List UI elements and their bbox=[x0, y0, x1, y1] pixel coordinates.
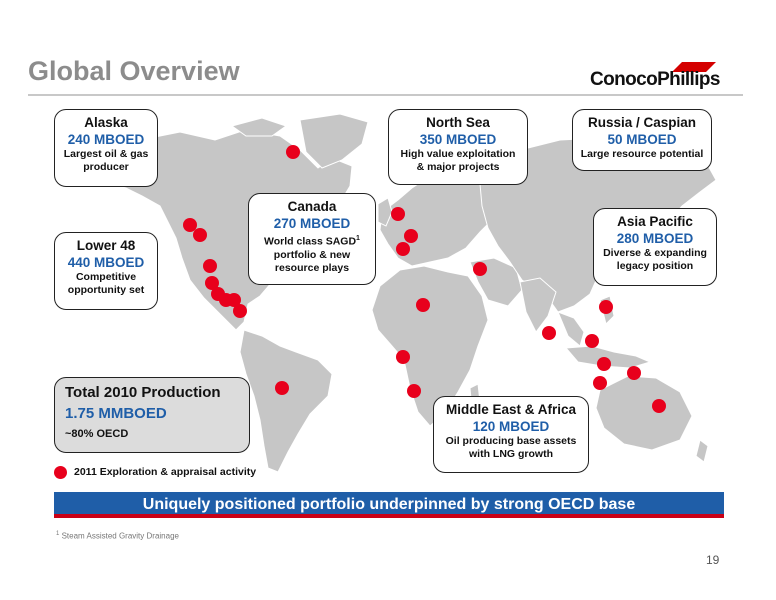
activity-marker bbox=[396, 242, 410, 256]
callout-alaska bbox=[54, 109, 158, 187]
total-value: 1.75 MMBOED bbox=[65, 405, 167, 422]
activity-marker bbox=[391, 207, 405, 221]
callout-desc: producer bbox=[83, 161, 129, 173]
callout-desc: Diverse & expanding bbox=[603, 247, 707, 259]
callout-desc: Largest oil & gas bbox=[63, 148, 149, 160]
activity-marker bbox=[286, 145, 300, 159]
footnote-marker: 1 bbox=[356, 235, 360, 242]
activity-marker bbox=[585, 334, 599, 348]
callout-russia-caspian bbox=[572, 109, 712, 171]
callout-value: 50 MBOED bbox=[607, 132, 677, 147]
callout-value: 120 MBOED bbox=[472, 419, 550, 434]
callout-desc: opportunity set bbox=[67, 284, 145, 296]
callout-middle-east-africa bbox=[433, 396, 589, 473]
legend-marker-icon bbox=[54, 466, 67, 479]
callout-desc: with LNG growth bbox=[469, 448, 553, 460]
activity-marker bbox=[597, 357, 611, 371]
total-production-box bbox=[54, 377, 250, 453]
total-desc: ~80% OECD bbox=[65, 428, 129, 440]
activity-marker bbox=[473, 262, 487, 276]
callout-desc: legacy position bbox=[616, 260, 694, 272]
callout-north-sea bbox=[388, 109, 528, 185]
callout-desc bbox=[255, 232, 369, 249]
activity-marker bbox=[233, 304, 247, 318]
callout-desc: Oil producing base assets bbox=[445, 435, 577, 447]
callout-value: 350 MBOED bbox=[419, 132, 497, 147]
callout-desc: High value exploitation bbox=[400, 148, 516, 160]
activity-marker bbox=[652, 399, 666, 413]
callout-title: Middle East & Africa bbox=[445, 402, 577, 417]
callout-title: Russia / Caspian bbox=[587, 115, 697, 130]
callout-desc-text: World class SAGD bbox=[264, 235, 357, 248]
activity-marker bbox=[183, 218, 197, 232]
page-title: Global Overview bbox=[28, 56, 240, 86]
callout-asia-pacific bbox=[593, 208, 717, 286]
legend-label: 2011 Exploration & appraisal activity bbox=[74, 466, 257, 478]
footnote-number: 1 bbox=[56, 531, 60, 537]
callout-value: 280 MBOED bbox=[616, 231, 694, 246]
callout-title: Lower 48 bbox=[76, 238, 136, 253]
activity-marker bbox=[407, 384, 421, 398]
activity-marker bbox=[404, 229, 418, 243]
callout-desc: portfolio & new bbox=[273, 248, 351, 261]
callout-title: Alaska bbox=[84, 115, 128, 130]
callout-desc: Competitive bbox=[75, 271, 137, 283]
callout-canada bbox=[248, 193, 376, 285]
callout-value: 440 MBOED bbox=[67, 255, 145, 270]
activity-marker bbox=[416, 298, 430, 312]
new-zealand-shape bbox=[696, 440, 708, 462]
activity-marker bbox=[599, 300, 613, 314]
footnote-text: Steam Assisted Gravity Drainage bbox=[61, 531, 179, 541]
activity-marker bbox=[275, 381, 289, 395]
callout-desc: Large resource potential bbox=[580, 148, 704, 160]
se-asia-shape bbox=[558, 312, 584, 346]
callout-lower-48 bbox=[54, 232, 158, 310]
activity-marker bbox=[542, 326, 556, 340]
south-america-shape bbox=[240, 330, 332, 472]
callout-title: Asia Pacific bbox=[617, 214, 693, 229]
page-number: 19 bbox=[706, 553, 720, 567]
footnote bbox=[56, 531, 179, 541]
australia-shape bbox=[596, 376, 692, 450]
logo-text: ConocoPhillips bbox=[590, 69, 720, 90]
total-title: Total 2010 Production bbox=[65, 384, 221, 401]
summary-banner: Uniquely positioned portfolio underpinned by strong OECD base bbox=[54, 492, 724, 518]
activity-marker bbox=[627, 366, 641, 380]
callout-desc: resource plays bbox=[274, 261, 350, 274]
callout-title: North Sea bbox=[426, 115, 490, 130]
callout-value: 270 MBOED bbox=[273, 216, 351, 231]
activity-marker bbox=[396, 350, 410, 364]
callout-desc: & major projects bbox=[416, 161, 500, 173]
activity-marker bbox=[203, 259, 217, 273]
activity-marker bbox=[193, 228, 207, 242]
activity-marker bbox=[593, 376, 607, 390]
callout-value: 240 MBOED bbox=[67, 132, 145, 147]
callout-title: Canada bbox=[287, 199, 337, 214]
